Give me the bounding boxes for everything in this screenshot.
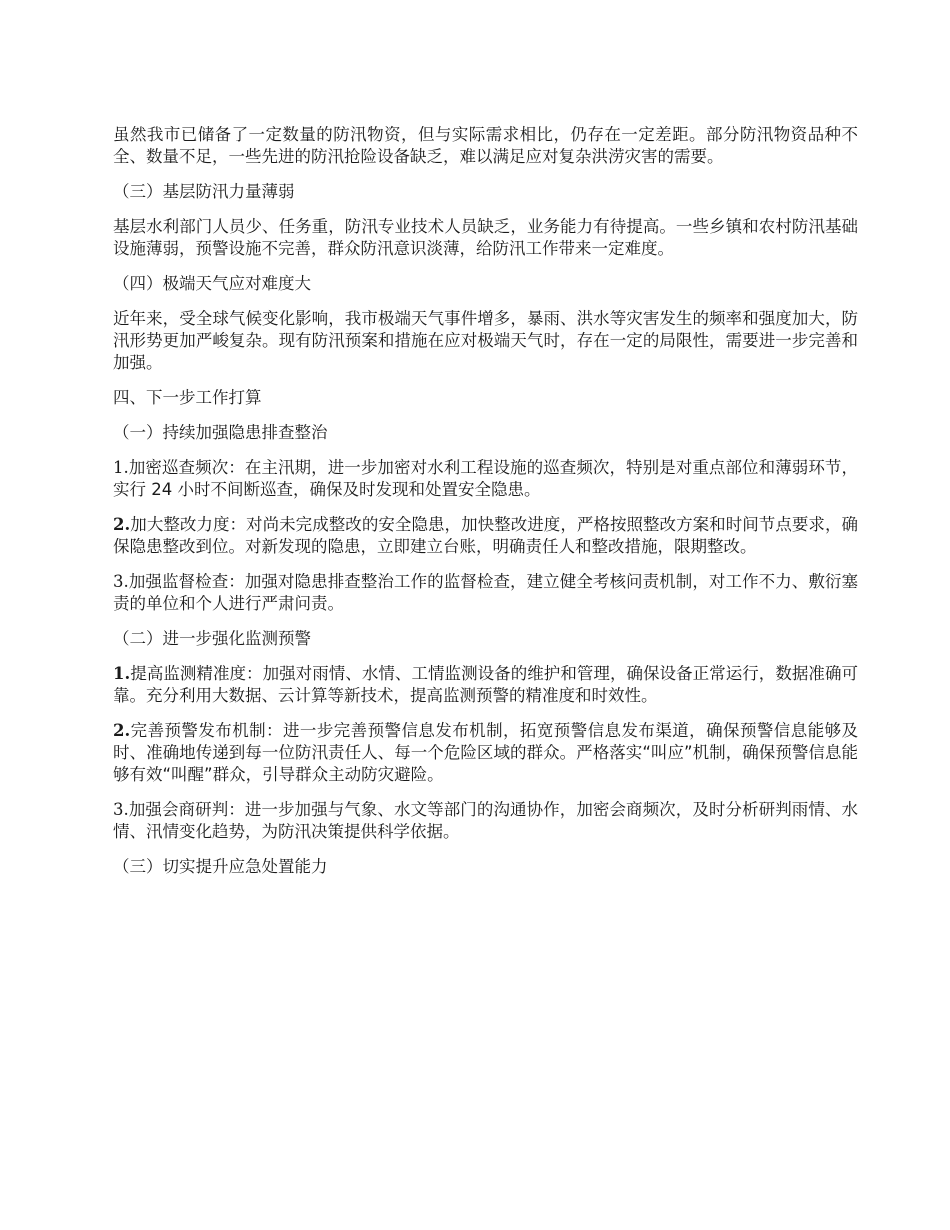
- paragraph-text: 基层水利部门人员少、任务重，防汛专业技术人员缺乏，业务能力有待提高。一些乡镇和农村防汛基础设施薄弱，预警设施不完善，群众防汛意识淡薄，给防汛工作带来一定难度。: [113, 217, 858, 258]
- item-text: 提高监测精准度：加强对雨情、水情、工情监测设备的维护和管理，确保设备正常运行，数据准确可靠。充分利用大数据、云计算等新技术，提高监测预警的精准度和时效性。: [113, 664, 858, 705]
- paragraph-extreme-weather: [113, 308, 858, 374]
- item-number: 1.: [113, 664, 131, 683]
- section-heading-grassroots: [113, 181, 858, 203]
- heading-text: （一）持续加强隐患排查整治: [113, 423, 328, 442]
- paragraph-text: 近年来，受全球气候变化影响，我市极端天气事件增多，暴雨、洪水等灾害发生的频率和强度加大，防汛形势更加严峻复杂。现有防汛预案和措施在应对极端天气时，存在一定的局限性，需要进一步完善和加强。: [113, 309, 858, 372]
- heading-text: （三）切实提升应急处置能力: [113, 857, 328, 876]
- section-heading-next-steps: [113, 387, 858, 409]
- item-text: 加大整改力度：对尚未完成整改的安全隐患，加快整改进度，严格按照整改方案和时间节点要求，确保隐患整改到位。对新发现的隐患，立即建立台账，明确责任人和整改措施，限期整改。: [113, 515, 858, 556]
- item-number: 3.: [113, 800, 129, 819]
- document-page: [113, 124, 858, 891]
- list-item-inspection-frequency: [113, 457, 858, 501]
- list-item-monitoring-accuracy: [113, 663, 858, 707]
- item-text: 完善预警发布机制：进一步完善预警信息发布机制，拓宽预警信息发布渠道，确保预警信息能够及时、准确地传递到每一位防汛责任人、每一个危险区域的群众。严格落实“叫应”机制，确保预警信息能够有效“叫醒”群众，引导群众主动防灾避险。: [113, 721, 858, 784]
- paragraph-material-shortage: [113, 124, 858, 168]
- subsection-heading-hazard-inspection: [113, 422, 858, 444]
- item-number: 1.: [113, 458, 129, 477]
- item-number: 2.: [113, 515, 131, 534]
- paragraph-text: 虽然我市已储备了一定数量的防汛物资，但与实际需求相比，仍存在一定差距。部分防汛物资品种不全、数量不足，一些先进的防汛抢险设备缺乏，难以满足应对复杂洪涝灾害的需要。: [113, 125, 858, 166]
- item-number: 3.: [113, 572, 129, 591]
- item-number: 2.: [113, 721, 131, 740]
- item-text: 加强会商研判：进一步加强与气象、水文等部门的沟通协作，加密会商频次，及时分析研判雨情、水情、汛情变化趋势，为防汛决策提供科学依据。: [113, 800, 858, 841]
- subsection-heading-emergency-response: [113, 856, 858, 878]
- paragraph-grassroots: [113, 216, 858, 260]
- list-item-warning-release: [113, 720, 858, 786]
- heading-text: （二）进一步强化监测预警: [113, 629, 311, 648]
- section-heading-extreme-weather: [113, 273, 858, 295]
- heading-text: （三）基层防汛力量薄弱: [113, 182, 295, 201]
- list-item-supervision: [113, 571, 858, 615]
- subsection-heading-monitoring: [113, 628, 858, 650]
- list-item-consultation: [113, 799, 858, 843]
- heading-text: 四、下一步工作打算: [113, 388, 262, 407]
- heading-text: （四）极端天气应对难度大: [113, 274, 311, 293]
- item-text: 加强监督检查：加强对隐患排查整治工作的监督检查，建立健全考核问责机制，对工作不力、敷衍塞责的单位和个人进行严肃问责。: [113, 572, 858, 613]
- list-item-rectification: [113, 514, 858, 558]
- item-text: 加密巡查频次：在主汛期，进一步加密对水利工程设施的巡查频次，特别是对重点部位和薄弱环节，实行 24 小时不间断巡查，确保及时发现和处置安全隐患。: [113, 458, 858, 499]
